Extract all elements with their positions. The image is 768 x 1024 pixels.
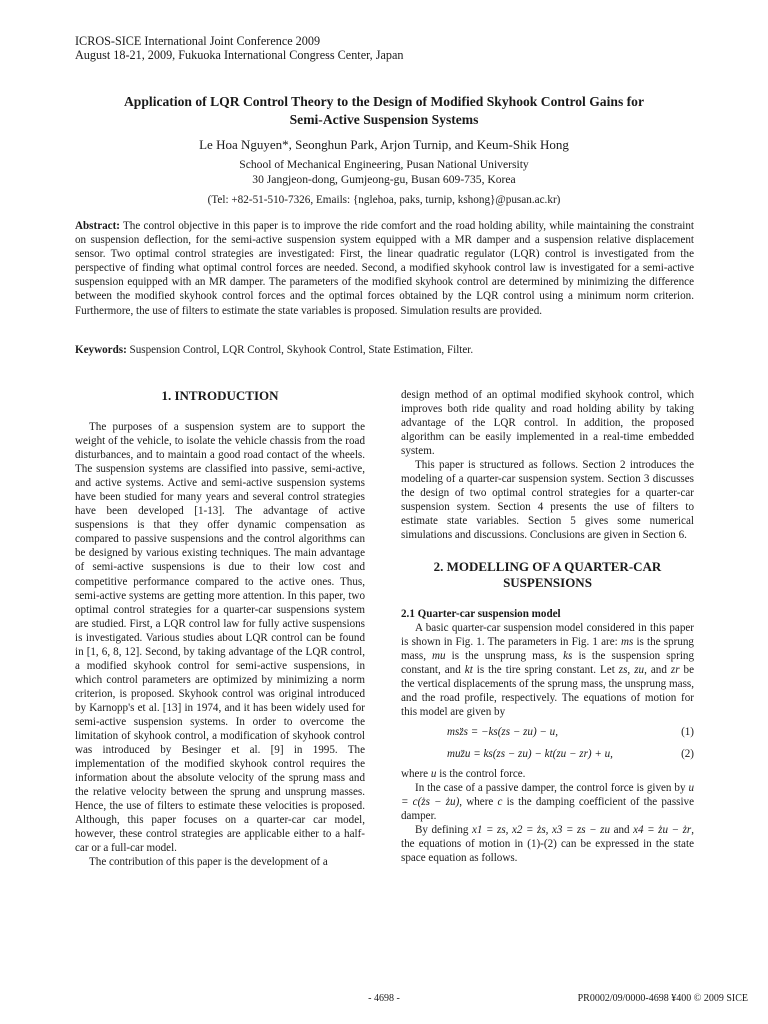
model-paragraph: A basic quarter-car suspension model considered in this paper is shown in Fig. 1. The parameters in Fig. 1 are: ms is the sprung mass, mu is the unsprung mass, ks is the suspension spring constant, and kt is the tire spring constant. Let zs, zu, and zr be the vertical displacements of the sprung mass, the unsprung mass, and the road profile, respectively. The equations of motion for this model are given by xyxy=(401,621,695,718)
conference-name: ICROS-SICE International Joint Conference 2009 xyxy=(75,34,321,48)
state-definition-paragraph: By defining x1 = zs, x2 = żs, x3 = zs − zu and x4 = żu − żr, the equations of motion in (1)-(2) can be expressed in the state space equation as follows. xyxy=(401,824,694,865)
keywords-text: Suspension Control, LQR Control, Skyhook Control, State Estimation, Filter. xyxy=(129,344,474,356)
control-force-definition: where u is the control force. xyxy=(401,767,526,780)
abstract xyxy=(75,219,694,318)
right-column xyxy=(401,388,694,865)
section-heading-introduction: 1. INTRODUCTION xyxy=(161,388,279,403)
intro-paragraph-4: This paper is structured as follows. Section 2 introduces the modeling of a quarter-car suspension system. Section 3 discusses the design of two optimal control strategies for a quarter-car suspension system. Section 4 presents the use of filters to estimate state variables. Section 5 gives some numerical simulations and discussions. Conclusions are given in Section 6. xyxy=(401,459,694,542)
equation-2 xyxy=(401,745,694,763)
modelling-heading-line-1: 2. MODELLING OF A QUARTER-CAR xyxy=(433,558,662,574)
intro-paragraph-1: The purposes of a suspension system are to support the weight of the vehicle, to isolate the vehicle chassis from the road disturbances, and to maintain a good road contact of the wheels. The suspension systems are classified into passive, semi-active, and active systems. Active and semi-active suspension systems have been studied for many years and several control strategies have been developed [1-13]. The advantage of active suspensions is that they offer dynamic compensation as compared to passive suspensions and the control algorithms can be designed by various existing techniques. The main advantage of semi-active suspensions is due to their low cost and competitive performance compared to the active ones. Thus, semi-active systems are getting more attention. In this paper, two optimal control strategies for a quarter-car suspensions system are studied. First, a LQR control law for fully active suspensions is investigated. Various studies about LQR control can be found in [1, 6, 8, 12]. Second, by taking advantage of the LQR control, a modified skyhook control for semi-active suspensions, in which control parameters are optimized by minimizing a norm criterion, is proposed. Skyhook control was original introduced by Karnopp's et al. [13] in 1974, and it has been widely used for semi-active suspension systems. In order to overcome the limitation of skyhook control, a modification of skyhook control was introduced by Besinger et al. [9] in 1995. The implementation of the modified skyhook control requires the information about the absolute velocity of the sprung mass and the relative velocity between the sprung and unsprung masses. Hence, the use of filters to estimate these velocities is proposed. Although, this paper focuses on a quarter-car car model, however, these control strategies are applicable either to a half-car or a full-car model. xyxy=(75,421,365,855)
equation-2-body: muz̈u = ks(zs − zu) − kt(zu − zr) + u, xyxy=(447,747,613,760)
left-column xyxy=(75,388,365,870)
modelling-heading-line-2: SUSPENSIONS xyxy=(503,574,592,590)
equation-1-number: (1) xyxy=(681,725,694,738)
contact-info: (Tel: +82-51-510-7326, Emails: {nglehoa, paks, turnip, kshong}@pusan.ac.kr) xyxy=(207,194,561,206)
affiliation-line-1: School of Mechanical Engineering, Pusan National University xyxy=(239,158,529,171)
equation-1 xyxy=(401,723,694,741)
passive-damper-paragraph: In the case of a passive damper, the control force is given by u = c(żs − żu), where c is the damping coefficient of the passive damper. xyxy=(401,781,695,823)
page-number: - 4698 - xyxy=(368,993,400,1004)
keywords-label: Keywords: xyxy=(75,344,127,356)
affiliation-line-2: 30 Jangjeon-dong, Gumjeong-gu, Busan 609-735, Korea xyxy=(252,172,516,186)
abstract-label: Abstract: xyxy=(75,220,120,232)
abstract-text: The control objective in this paper is to improve the ride comfort and the road holding ability, while maintaining the constraint on suspension deflection, for the semi-active suspension system equipped with a MR damper and a suspension relative displacement sensor. Two optimal control strategies are investigated: First, the linear quadratic regulator (LQR) control is investigated from the perspective of finding what optimal control forces are needed. Second, a modified skyhook control law is investigated for a semi-active suspension equipped with an MR damper. The parameters of the modified skyhook control are determined by minimizing the difference between the modified skyhook control forces and the optimal forces obtained by the LQR control using a minimum norm criterion. Furthermore, the use of filters to estimate the state variables is proposed. Simulation results are provided. xyxy=(75,220,694,317)
section-heading-modelling xyxy=(401,559,694,591)
title-line-1: Application of LQR Control Theory to the Design of Modified Skyhook Control Gains for xyxy=(123,94,644,109)
intro-paragraph-3: design method of an optimal modified skyhook control, which improves both ride quality and road holding ability by taking advantage of the LQR control. In addition, the proposed algorithm can be easily implemented in a real-time embedded system. xyxy=(401,389,694,458)
copyright-code: PR0002/09/0000-4698 ¥400 © 2009 SICE xyxy=(577,993,748,1004)
conference-header xyxy=(75,34,404,62)
equation-2-number: (2) xyxy=(681,747,694,760)
intro-paragraph-2: The contribution of this paper is the development of a xyxy=(89,856,328,869)
subsection-heading-quarter-car: 2.1 Quarter-car suspension model xyxy=(401,607,561,620)
authors: Le Hoa Nguyen*, Seonghun Park, Arjon Turnip, and Keum-Shik Hong xyxy=(199,137,569,152)
paper-title xyxy=(60,93,708,128)
title-line-2: Semi-Active Suspension Systems xyxy=(289,111,479,127)
affiliation xyxy=(60,158,708,187)
keywords xyxy=(75,344,694,356)
conference-date-place: August 18-21, 2009, Fukuoka International Congress Center, Japan xyxy=(75,48,404,62)
equation-1-body: msz̈s = −ks(zs − zu) − u, xyxy=(447,725,558,738)
